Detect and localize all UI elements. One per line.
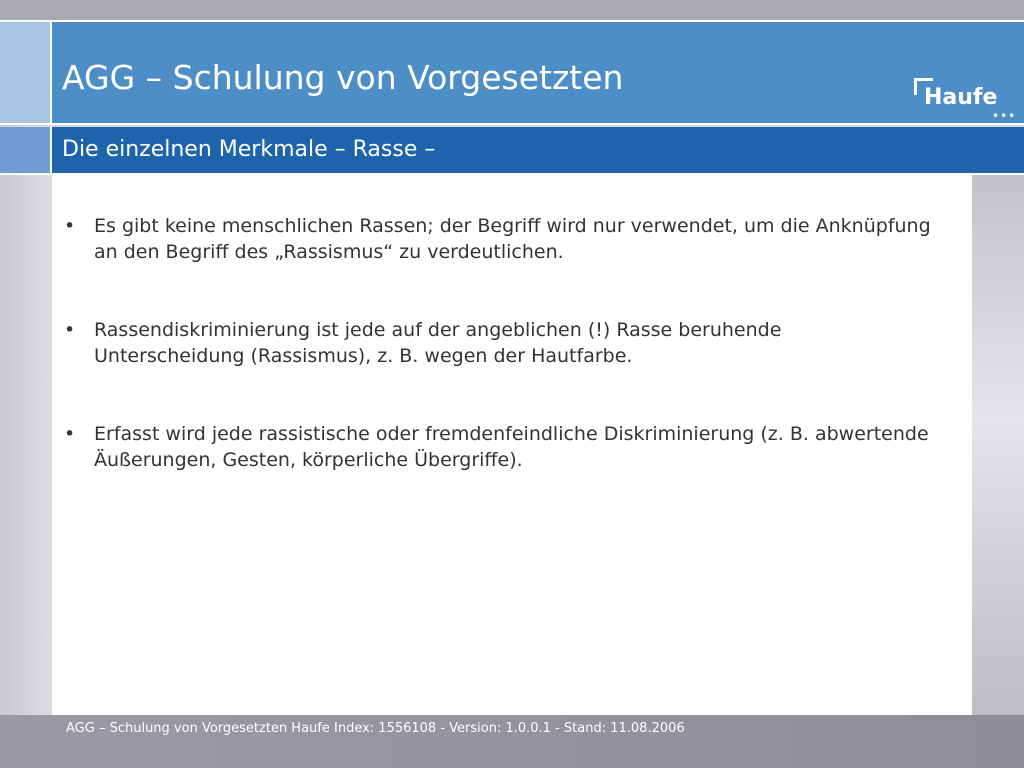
bullet-item xyxy=(52,213,932,265)
slide-title: AGG – Schulung von Vorgesetzten xyxy=(62,58,624,97)
bullet-list xyxy=(52,213,932,525)
subtitle-bar xyxy=(0,127,1024,175)
footer-text: AGG – Schulung von Vorgesetzten Haufe Index: 1556108 - Version: 1.0.0.1 - Stand: 11.08.2006 xyxy=(66,721,685,736)
haufe-logo xyxy=(914,78,1017,126)
bullet-text: Erfasst wird jede rassistische oder fremdenfeindliche Diskriminierung (z. B. abwertende Äußerungen, Gesten, körperliche Übergriffe). xyxy=(94,423,929,471)
bullet-item xyxy=(52,421,932,473)
title-bar xyxy=(0,20,1024,125)
bullet-text: Es gibt keine menschlichen Rassen; der Begriff wird nur verwendet, um die Anknüpfung an den Begriff des „Rassismus“ zu verdeutlichen. xyxy=(94,215,931,263)
logo-text: Haufe xyxy=(924,85,998,110)
title-bar-left-strip xyxy=(0,22,52,123)
slide-subtitle: Die einzelnen Merkmale – Rasse – xyxy=(62,137,436,162)
logo-dots: ••• xyxy=(992,109,1017,123)
bullet-item xyxy=(52,317,932,369)
bullet-text: Rassendiskriminierung ist jede auf der angeblichen (!) Rasse beruhende Unterscheidung (Rassismus), z. B. wegen der Hautfarbe. xyxy=(94,319,782,367)
subtitle-bar-left-strip xyxy=(0,127,52,173)
bullet-marker: • xyxy=(64,319,76,341)
right-border xyxy=(972,175,1024,715)
bullet-marker: • xyxy=(64,215,76,237)
top-border xyxy=(0,0,1024,20)
bullet-marker: • xyxy=(64,423,76,445)
slide-content xyxy=(52,175,972,715)
